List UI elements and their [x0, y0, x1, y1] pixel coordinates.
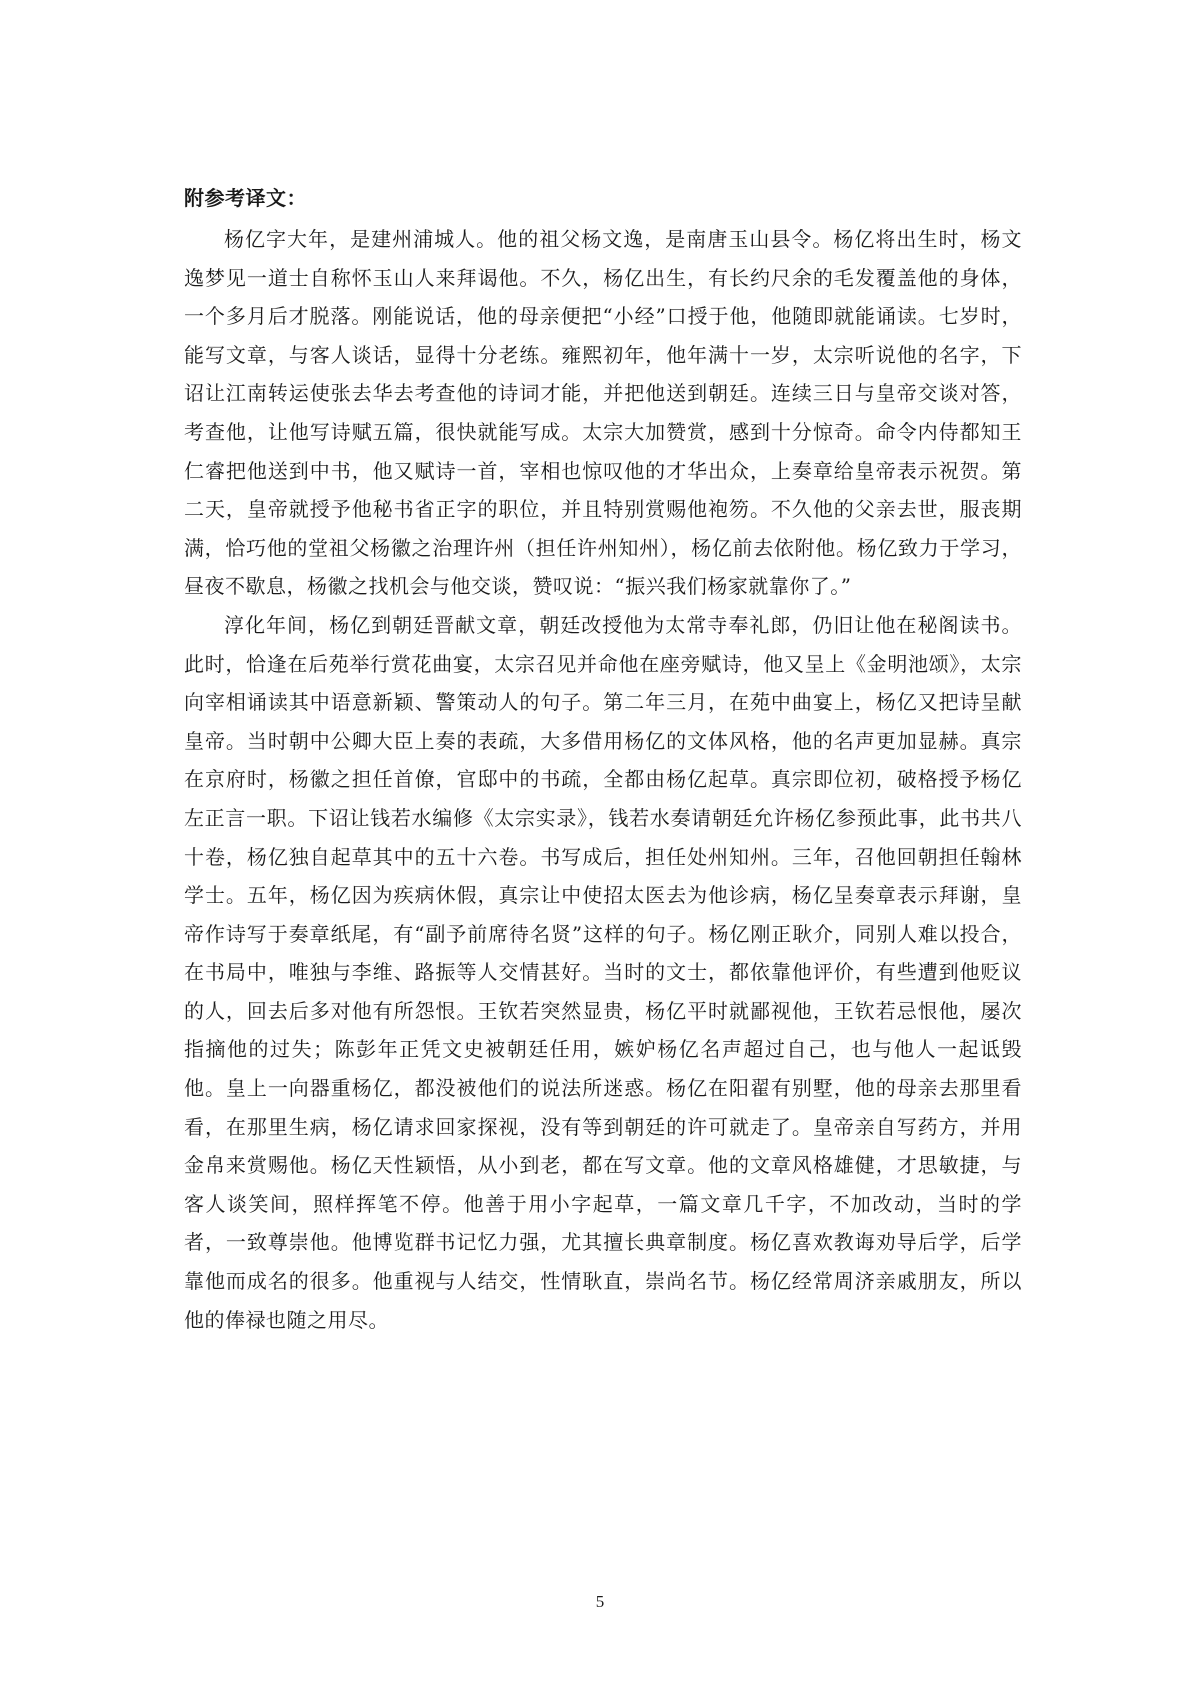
paragraph-1: 杨亿字大年，是建州浦城人。他的祖父杨文逸，是南唐玉山县令。杨亿将出生时，杨文逸梦见一道士自称怀玉山人来拜谒他。不久，杨亿出生，有长约尺余的毛发覆盖他的身体，一个多月后才脱落。刚能说话，他的母亲便把“小经”口授于他，他随即就能诵读。七岁时，能写文章，与客人谈话，显得十分老练。雍熙初年，他年满十一岁，太宗听说他的名字，下诏让江南转运使张去华去考查他的诗词才能，并把他送到朝廷。连续三日与皇帝交谈对答，考查他，让他写诗赋五篇，很快就能写成。太宗大加赞赏，感到十分惊奇。命令内侍都知王仁睿把他送到中书，他又赋诗一首，宰相也惊叹他的才华出众，上奏章给皇帝表示祝贺。第二天，皇帝就授予他秘书省正字的职位，并且特别赏赐他袍笏。不久他的父亲去世，服丧期满，恰巧他的堂祖父杨徽之治理许州（担任许州知州），杨亿前去依附他。杨亿致力于学习，昼夜不歇息，杨徽之找机会与他交谈，赞叹说：“振兴我们杨家就靠你了。” [184, 227, 1022, 599]
page-number: 5 [595, 1592, 605, 1611]
paragraph-2: 淳化年间，杨亿到朝廷晋献文章，朝廷改授他为太常寺奉礼郎，仍旧让他在秘阁读书。此时，恰逢在后苑举行赏花曲宴，太宗召见并命他在座旁赋诗，他又呈上《金明池颂》，太宗向宰相诵读其中语意新颖、警策动人的句子。第二年三月，在苑中曲宴上，杨亿又把诗呈献皇帝。当时朝中公卿大臣上奏的表疏，大多借用杨亿的文体风格，他的名声更加显赫。真宗在京府时，杨徽之担任首僚，官邸中的书疏，全都由杨亿起草。真宗即位初，破格授予杨亿左正言一职。下诏让钱若水编修《太宗实录》，钱若水奏请朝廷允许杨亿参预此事，此书共八十卷，杨亿独自起草其中的五十六卷。书写成后，担任处州知州。三年，召他回朝担任翰林学士。五年，杨亿因为疾病休假，真宗让中使招太医去为他诊病，杨亿呈奏章表示拜谢，皇帝作诗写于奏章纸尾，有“副予前席待名贤”这样的句子。杨亿刚正耿介，同别人难以投合，在书局中，唯独与李维、路振等人交情甚好。当时的文士，都依靠他评价，有些遭到他贬议的人，回去后多对他有所怨恨。王钦若突然显贵，杨亿平时就鄙视他，王钦若忌恨他，屡次指摘他的过失；陈彭年正凭文史被朝廷任用，嫉妒杨亿名声超过自己，也与他人一起诋毁他。皇上一向器重杨亿，都没被他们的说法所迷惑。杨亿在阳翟有别墅，他的母亲去那里看看，在那里生病，杨亿请求回家探视，没有等到朝廷的许可就走了。皇帝亲自写药方，并用金帛来赏赐他。杨亿天性颖悟，从小到老，都在写文章。他的文章风格雄健，才思敏捷，与客人谈笑间，照样挥笔不停。他善于用小字起草，一篇文章几千字，不加改动，当时的学者，一致尊崇他。他博览群书记忆力强，尤其擅长典章制度。杨亿喜欢教诲劝导后学，后学靠他而成名的很多。他重视与人结交，性情耿直，崇尚名节。杨亿经常周济亲戚朋友，所以他的俸禄也随之用尽。 [184, 612, 1022, 1332]
page-content [184, 182, 1022, 1339]
section-heading: 附参考译文： [184, 186, 307, 210]
